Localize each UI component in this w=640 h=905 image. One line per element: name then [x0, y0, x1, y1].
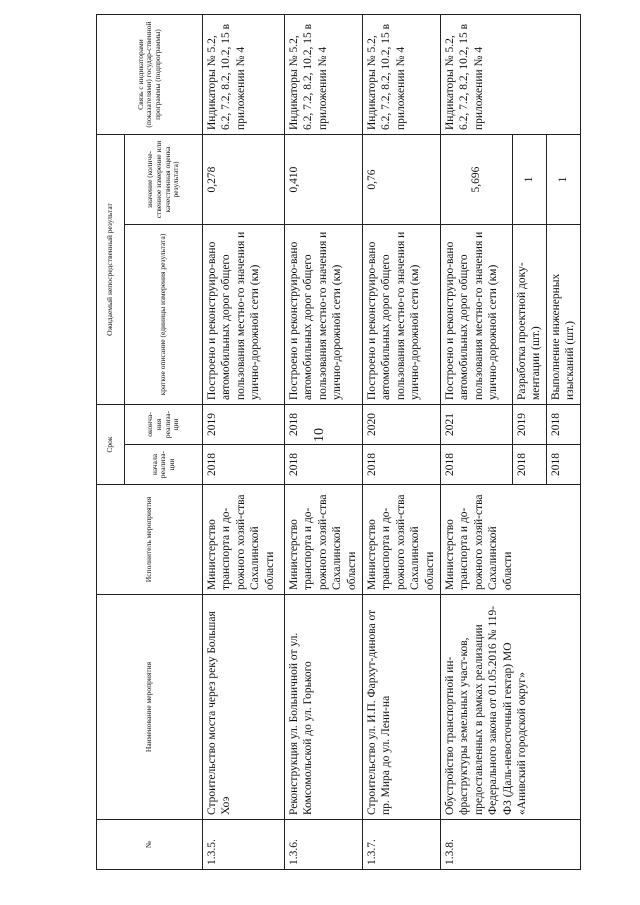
- cell-end: 2018: [285, 405, 363, 445]
- cell-link: Индикаторы № 5.2, 6.2, 7.2, 8.2, 10.2, 15 в приложении № 4: [363, 15, 441, 135]
- document-rotated: [96, 15, 577, 870]
- header-executor: Исполнитель мероприятия: [97, 485, 203, 595]
- cell-end: 2019: [513, 405, 547, 445]
- cell-result-desc: Разработка проектной доку-ментации (шт.): [513, 225, 547, 405]
- cell-executor: Министерство транспорта и до-рожного хозяй-ства Сахалинской области: [203, 485, 285, 595]
- header-num: №: [97, 820, 203, 870]
- header-term-end: оконча-ния реализа-ции: [125, 405, 203, 445]
- cell-result-value: 1: [513, 135, 547, 225]
- cell-result-value: 5,696: [441, 135, 513, 225]
- cell-start: 2018: [546, 445, 580, 485]
- table-row: [441, 15, 513, 870]
- cell-result-desc: Построено и реконструиро-вано автомобильных дорог общего пользования местно-го значения и улично-дорожной сети (км): [363, 225, 441, 405]
- cell-num: 1.3.5.: [203, 820, 285, 870]
- cell-start: 2018: [513, 445, 547, 485]
- header-term: Срок: [97, 405, 125, 485]
- cell-start: 2018: [203, 445, 285, 485]
- cell-link: Индикаторы № 5.2, 6.2, 7.2, 8.2, 10.2, 15 в приложении № 4: [203, 15, 285, 135]
- header-result-desc: краткое описание (единицы измерения результата): [125, 225, 203, 405]
- cell-result-desc: Выполнение инженерных изысканий (шт.): [546, 225, 580, 405]
- cell-num: 1.3.6.: [285, 820, 363, 870]
- header-result-value: значение (количе-ственное измерение или качественная оценка результата): [125, 135, 203, 225]
- table-header: [97, 15, 203, 870]
- cell-end: 2019: [203, 405, 285, 445]
- cell-num: 1.3.7.: [363, 820, 441, 870]
- header-term-start: начала реализа-ции: [125, 445, 203, 485]
- header-result: Ожидаемый непосредственный результат: [97, 135, 125, 405]
- cell-end: 2020: [363, 405, 441, 445]
- cell-start: 2018: [363, 445, 441, 485]
- cell-name: Реконструкция ул. Больничной от ул. Комсомольской до ул. Горького: [285, 595, 363, 820]
- cell-name: Обустройство транспортной ин-фраструктуры земельных участ-ков, предоставленных в рамках реализации Федерального закона от 01.05.2016 № 119-ФЗ (Даль-невосточный гектар) МО «Анивский городской округ»: [441, 595, 581, 820]
- cell-result-value: 1: [546, 135, 580, 225]
- cell-end: 2018: [546, 405, 580, 445]
- cell-end: 2021: [441, 405, 513, 445]
- cell-name: Строительство ул. И.П. Фархут-динова от пр. Мира до ул. Лени-на: [363, 595, 441, 820]
- cell-executor: Министерство транспорта и до-рожного хозяй-ства Сахалинской области: [363, 485, 441, 595]
- cell-executor: Министерство транспорта и до-рожного хозяй-ства Сахалинской области: [441, 485, 581, 595]
- cell-link: Индикаторы № 5.2, 6.2, 7.2, 8.2, 10.2, 15 в приложении № 4: [285, 15, 363, 135]
- measures-table: [96, 14, 581, 870]
- cell-start: 2018: [441, 445, 513, 485]
- table-row: [363, 15, 441, 870]
- cell-result-value: 0,278: [203, 135, 285, 225]
- header-name: Наименование мероприятия: [97, 595, 203, 820]
- page-number: 10: [312, 428, 327, 442]
- header-link: Связь с индикаторами (показателями) государ-ственной программы (подпрограммы): [97, 15, 203, 135]
- cell-result-value: 0,410: [285, 135, 363, 225]
- cell-name: Строительство моста через реку Большая Хоэ: [203, 595, 285, 820]
- cell-result-desc: Построено и реконструиро-вано автомобильных дорог общего пользования местно-го значения и улично-дорожной сети (км): [285, 225, 363, 405]
- table-row: [285, 15, 363, 870]
- cell-result-desc: Построено и реконструиро-вано автомобильных дорог общего пользования местно-го значения и улично-дорожной сети (км): [441, 225, 513, 405]
- cell-result-value: 0,76: [363, 135, 441, 225]
- cell-start: 2018: [285, 445, 363, 485]
- cell-executor: Министерство транспорта и до-рожного хозяй-ства Сахалинской области: [285, 485, 363, 595]
- table-row: [203, 15, 285, 870]
- cell-num: 1.3.8.: [441, 820, 581, 870]
- cell-link: Индикаторы № 5.2, 6.2, 7.2, 8.2, 10.2, 15 в приложении № 4: [441, 15, 581, 135]
- table-body: [203, 15, 581, 870]
- cell-result-desc: Построено и реконструиро-вано автомобильных дорог общего пользования местно-го значения и улично-дорожной сети (км): [203, 225, 285, 405]
